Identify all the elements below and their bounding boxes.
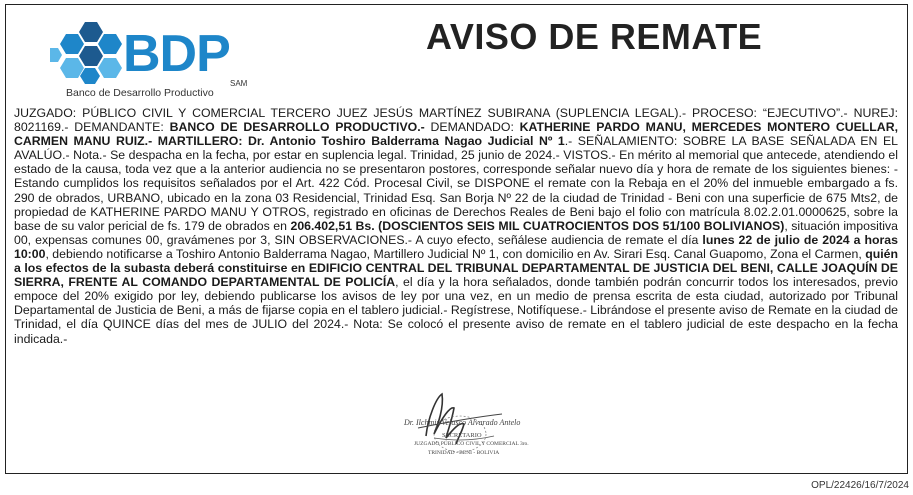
bdp-brand-text: BDP: [123, 25, 230, 83]
body-text-2: DEMANDADO:: [424, 120, 520, 135]
body-bold-amount: 206.402,51 Bs. (DOSCIENTOS SEIS MIL CUATROCIENTOS DOS 51/100 BOLIVIANOS): [290, 218, 785, 233]
body-text-5: , debiendo notificarse a Toshiro Antonio Balderrama Nagao, Martillero Judicial Nº 1, con domicilio en Av. Sirari Esq. Canal Guapomo, Zona el Carmen,: [45, 246, 866, 261]
body-bold-date: lunes 22 de julio de 2024 a horas 10:00: [14, 232, 898, 261]
body-text-4: , situación impositiva 00, expensas comunes 00, gravámenes por 3, SIN OBSERVACIONES.- A cuyo efecto, señálese audiencia de remate el día: [14, 218, 898, 247]
notice-title: AVISO DE REMATE: [426, 16, 763, 57]
signature-role: SECRETARIO: [442, 432, 482, 439]
body-text-6: , el día y la hora señalados, donde también podrán concurrir todos los interesados, previo empoce del 20% exigido por ley, debiendo publicarse los avisos de ley por una vez, en un medio de prensa escrita de esta ciudad, autorizado por Tribunal Departamental de Justicia de Beni, a más de fijarse copia en el tablero judicial.- Regístrese, Notifíquese.- Librándose el presente aviso de Remate en la ciudad de Trinidad, el día QUINCE días del mes de JULIO del 2024.- Nota: Se colocó el presente aviso de remate en el tablero judicial de este despacho en la fecha indicada.-: [14, 275, 898, 346]
signature-place: TRINIDAD - BENI - BOLIVIA: [428, 450, 500, 456]
bdp-tagline: Banco de Desarrollo Productivo: [66, 87, 214, 99]
bdp-sam-text: SAM: [230, 79, 248, 88]
body-bold-location: quién a los efectos de la subasta deberá constituirse en EDIFICIO CENTRAL DEL TRIBUNAL DEPARTAMENTAL DE JUSTICIA DEL BENI, CALLE JOAQUÍN DE SIERRA, FRENTE AL COMANDO DEPARTAMENTAL DE POLICÍA: [14, 246, 898, 290]
bdp-logo: [50, 20, 270, 102]
signature-name: Dr. Ilchmir Velasco Alvarado Antelo: [404, 418, 521, 427]
body-text-3: .- SEÑALAMIENTO: SOBRE LA BASE SEÑALADA EN EL AVALÚO.- Nota.- Se despacha en la fecha, por estar en suplencia legal. Trinidad, 25 junio de 2024.- VISTOS.- En mérito al memorial que antecede, atendiendo el estado de la causa, toda vez que a la anterior audiencia no se presentaron postores, corresponde señalar nuevo día y hora de remate de los siguientes bienes: - Estando cumplidos los requisitos señalados por el Art. 422 Cód. Procesal Civil, se DISPONE el remate con la Rebaja en el 20% del inmueble embargado a fs. 290 de obrados, URBANO, ubicado en la zona 03 Residencial, Trinidad Esq. San Borja Nº 22 de la ciudad de Trinidad - Beni con una superficie de 675 Mts2, de propiedad de KATHERINE PARDO MANU Y OTROS, registrado en oficinas de Derechos Reales de Beni bajo el folio con matrícula 8.02.2.01.0000625, sobre la base de su valor pericial de fs. 179 de obrados en: [14, 134, 898, 233]
signature-stamp: [398, 388, 528, 470]
body-text-1: JUZGADO: PÚBLICO CIVIL Y COMERCIAL TERCERO JUEZ JESÚS MARTÍNEZ SUBIRANA (SUPLENCIA LEGAL).- PROCESO: “EJECUTIVO”.- NUREJ: 8021169.- DEMANDANTE:: [14, 106, 898, 135]
signature-court: JUZGADO PÚBLICO CIVIL Y COMERCIAL 3ro.: [414, 441, 529, 447]
notice-body: [14, 106, 898, 346]
bdp-hexagon-icon: [50, 20, 130, 86]
body-bold-demandado: KATHERINE PARDO MANU, MERCEDES MONTERO CUELLAR, CARMEN MANU RUIZ.- MARTILLERO: Dr. Antonio Toshiro Balderrama Nagao Judicial Nº 1: [14, 120, 898, 149]
signature-scribble-icon: [398, 388, 528, 470]
body-bold-demandante: BANCO DE DESARROLLO PRODUCTIVO.-: [169, 120, 425, 135]
publication-reference: OPL/22426/16/7/2024: [811, 480, 909, 491]
